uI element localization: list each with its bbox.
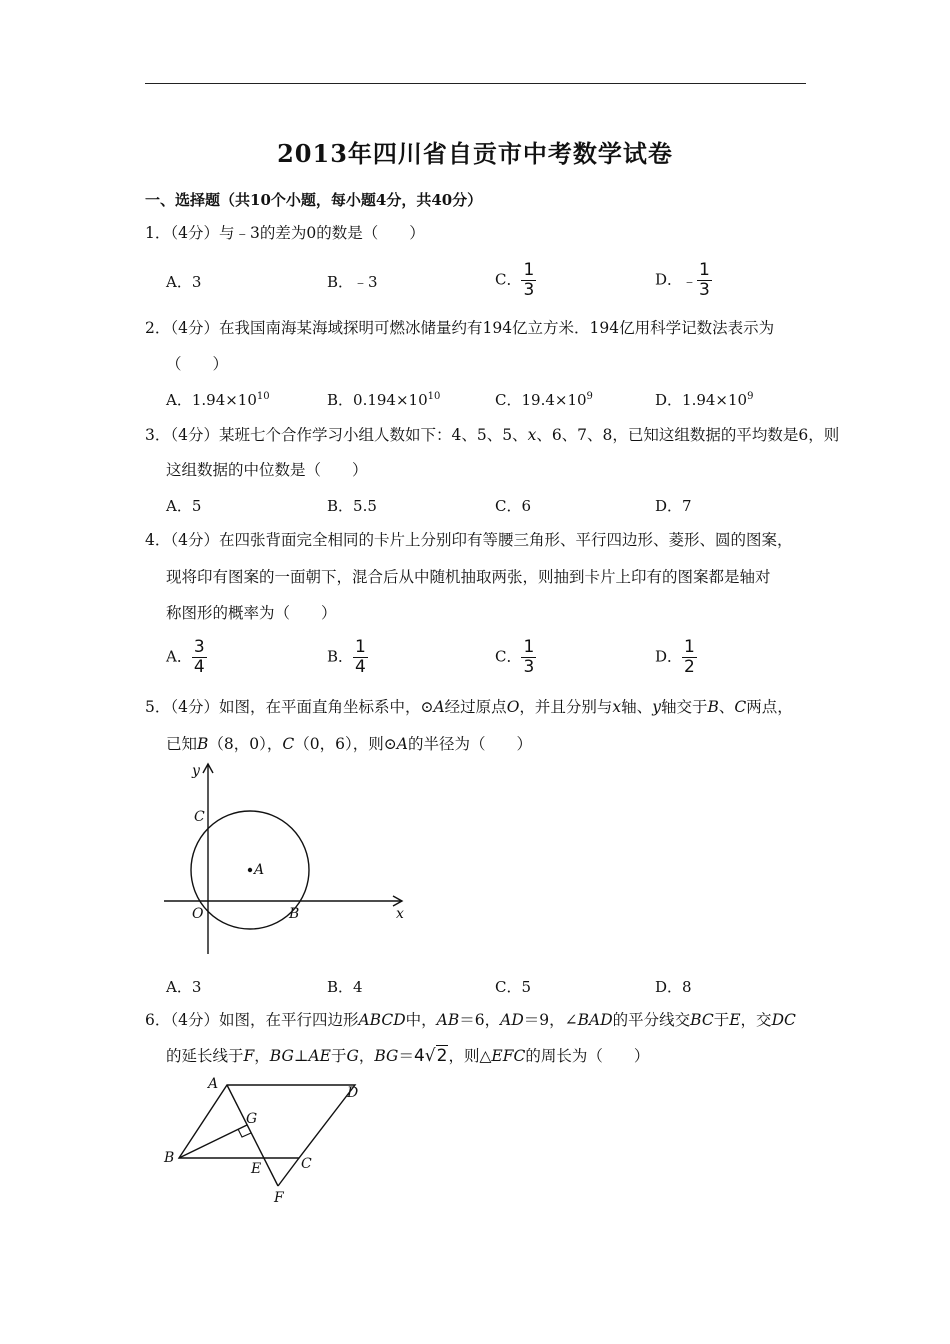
question-4-stem-cont: 称图形的概率为（ ） xyxy=(166,604,337,622)
question-3-option-b: B．5.5 xyxy=(327,497,377,515)
question-2-option-b: B．$0.194\times 10^{10}$ xyxy=(327,391,441,409)
question-5-stem: 5．（4分）如图，在平面直角坐标系中，⊙A经过原点O，并且分别与x轴、y轴交于B、C两点， xyxy=(145,698,793,716)
question-2-stem: 2．（4分）在我国南海某海域探明可燃冰储量约有194亿立方米．194亿用科学记数法表示为 xyxy=(145,319,775,337)
label-x: x xyxy=(396,906,404,922)
fraction: $\frac{1}{3}$ xyxy=(699,260,710,300)
question-6-figure xyxy=(160,1072,380,1212)
question-5-figure xyxy=(160,758,410,958)
question-5-stem-cont: 已知B（8，0），C（0，6），则⊙A的半径为（ ） xyxy=(166,735,532,753)
question-4-stem: 4．（4分）在四张背面完全相同的卡片上分别印有等腰三角形、平行四边形、菱形、圆的图案， xyxy=(145,531,793,549)
label-c: C xyxy=(301,1156,312,1172)
question-1-option-b: B．﹣3 xyxy=(327,273,378,291)
fraction: $\frac{3}{4}$ xyxy=(193,637,205,677)
question-1-option-c: C． $\frac{1}{3}$ xyxy=(495,260,535,300)
label-d: D xyxy=(347,1085,359,1101)
question-4-option-d: D． $\frac{1}{2}$ xyxy=(655,637,695,677)
label-a: A xyxy=(208,1076,219,1092)
fraction: $\frac{1}{2}$ xyxy=(684,637,695,677)
page-title: 2013年四川省自贡市中考数学试卷 xyxy=(277,139,673,168)
question-5-option-d: D．8 xyxy=(655,978,692,996)
question-6-stem-cont: 的延长线于F，BG⊥AE于G，BG＝4√2，则△EFC的周长为（ ） xyxy=(166,1046,650,1066)
section-heading: 一、选择题（共10个小题，每小题4分，共40分） xyxy=(145,191,483,209)
question-5-option-b: B．4 xyxy=(327,978,363,996)
question-2-stem-cont: （ ） xyxy=(166,355,229,373)
question-1-option-d: D．﹣ $\frac{1}{3}$ xyxy=(655,260,710,300)
label-g: G xyxy=(246,1111,258,1127)
question-3-option-d: D．7 xyxy=(655,497,692,515)
fraction: $\frac{1}{3}$ xyxy=(523,260,535,300)
question-2-option-d: D．$1.94\times 10^9$ xyxy=(655,391,754,409)
extension-cf xyxy=(278,1158,299,1186)
question-4-option-a: A． $\frac{3}{4}$ xyxy=(166,637,205,677)
question-2-option-c: C．$19.4\times 10^9$ xyxy=(495,391,593,409)
question-3-option-c: C．6 xyxy=(495,497,532,515)
fraction: $\frac{1}{3}$ xyxy=(523,637,535,677)
question-5-option-a: A．3 xyxy=(166,978,202,996)
label-a: A xyxy=(254,862,265,878)
label-e: E xyxy=(251,1161,262,1177)
parallelogram-abcd xyxy=(179,1085,355,1158)
label-b: B xyxy=(164,1150,175,1166)
question-1-option-a: A．3 xyxy=(166,273,202,291)
question-3-stem: 3．（4分）某班七个合作学习小组人数如下：4、5、5、x、6、7、8，已知这组数据的平均数是6，则 xyxy=(145,426,840,444)
question-2-option-a: A．$1.94\times 10^{10}$ xyxy=(166,391,270,409)
question-6-stem: 6．（4分）如图，在平行四边形ABCD中，AB＝6，AD＝9，∠BAD的平分线交BC于E，交DC xyxy=(145,1011,796,1029)
label-o: O xyxy=(192,906,204,922)
question-3-option-a: A．5 xyxy=(166,497,202,515)
question-1-stem: 1．（4分）与﹣3的差为0的数是（ ） xyxy=(145,224,425,242)
label-b: B xyxy=(289,906,300,922)
header-rule xyxy=(145,83,806,84)
label-c: C xyxy=(194,809,205,825)
question-5-option-c: C．5 xyxy=(495,978,532,996)
sqrt-expression: 4√2 xyxy=(413,1046,448,1066)
question-4-option-c: C． $\frac{1}{3}$ xyxy=(495,637,535,677)
center-point xyxy=(248,868,252,872)
fraction: $\frac{1}{4}$ xyxy=(355,637,366,677)
label-y: y xyxy=(192,763,200,779)
question-3-stem-cont: 这组数据的中位数是（ ） xyxy=(166,461,368,479)
question-4-stem-cont: 现将印有图案的一面朝下，混合后从中随机抽取两张，则抽到卡片上印有的图案都是轴对 xyxy=(166,568,771,586)
question-4-option-b: B． $\frac{1}{4}$ xyxy=(327,637,366,677)
label-f: F xyxy=(274,1190,284,1206)
